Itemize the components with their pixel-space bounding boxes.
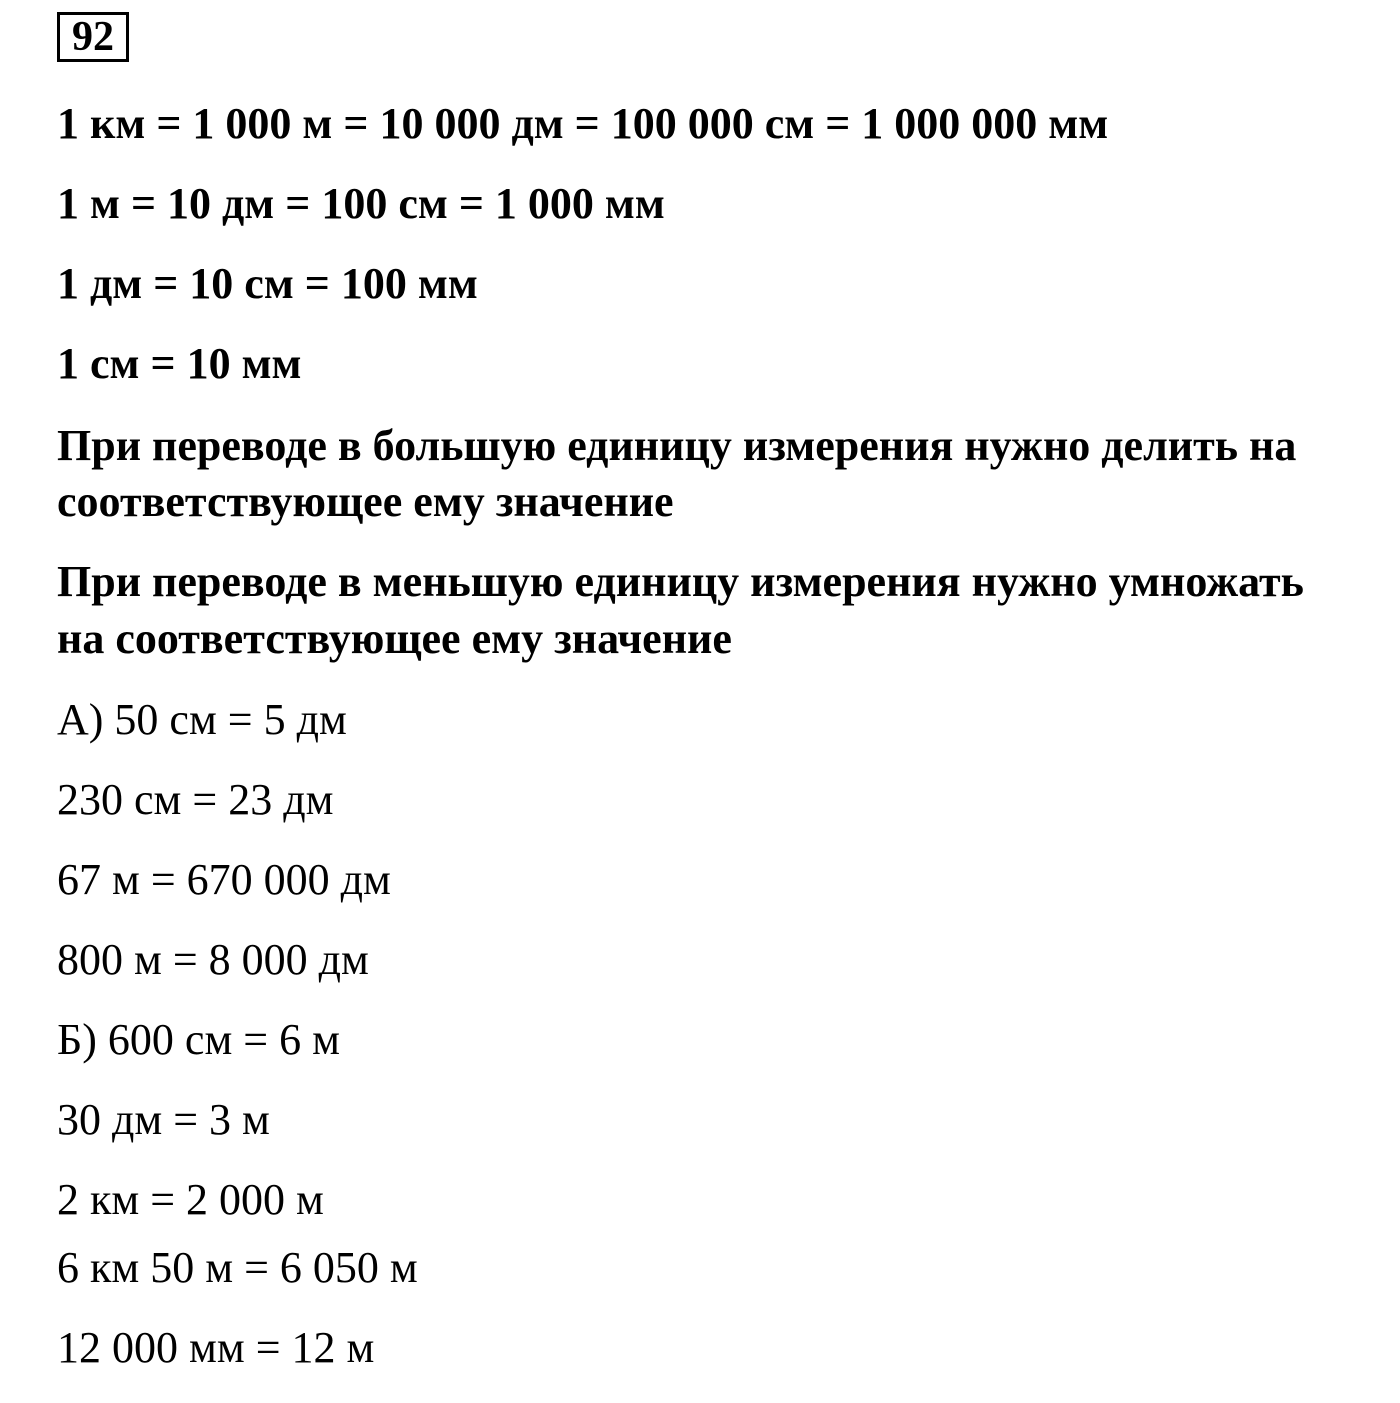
answer-a-2: 230 см = 23 дм (57, 775, 334, 824)
rule-km: 1 км = 1 000 м = 10 000 дм = 100 000 см = 1 000 000 мм (57, 99, 1109, 148)
answer-a-1: А) 50 см = 5 дм (57, 695, 347, 744)
note-larger-unit-line1: При переводе в большую единицу измерения нужно делить на (57, 421, 1297, 470)
note-smaller-unit-line2: на соответствующее ему значение (57, 614, 732, 663)
rule-m: 1 м = 10 дм = 100 см = 1 000 мм (57, 179, 665, 228)
rule-dm: 1 дм = 10 см = 100 мм (57, 259, 478, 308)
answer-b-5: 12 000 мм = 12 м (57, 1323, 375, 1372)
answer-b-3: 2 км = 2 000 м (57, 1175, 324, 1224)
note-larger-unit-line2: соответствующее ему значение (57, 477, 674, 526)
answer-b-4: 6 км 50 м = 6 050 м (57, 1243, 418, 1292)
note-smaller-unit-line1: При переводе в меньшую единицу измерения нужно умножать (57, 557, 1304, 606)
answer-b-2: 30 дм = 3 м (57, 1095, 270, 1144)
answer-b-1: Б) 600 см = 6 м (57, 1015, 340, 1064)
rule-cm: 1 см = 10 мм (57, 339, 302, 388)
problem-number-badge: 92 (57, 12, 129, 62)
answer-a-3: 67 м = 670 000 дм (57, 855, 391, 904)
answer-a-4: 800 м = 8 000 дм (57, 935, 369, 984)
